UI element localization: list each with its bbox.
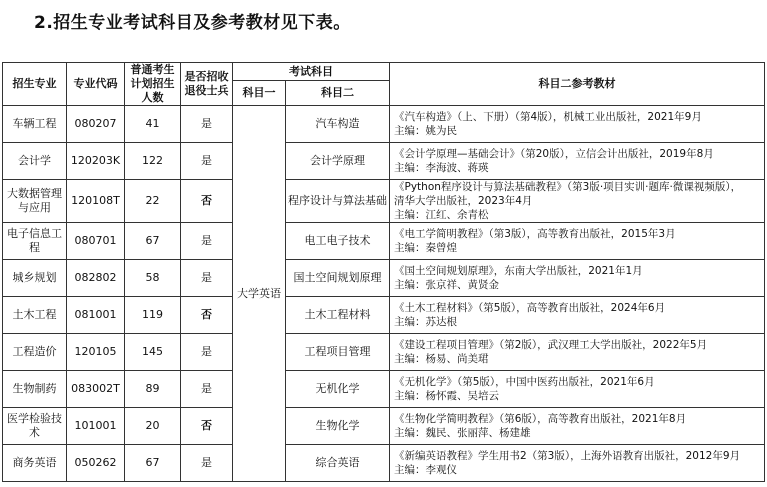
reference-line: 《生物化学简明教程》（第6版），高等教育出版社，2021年8月 [394,413,687,425]
plan-cell: 122 [125,143,181,180]
plan-cell: 58 [125,260,181,297]
major-cell: 生物制药 [3,371,67,408]
plan-cell: 41 [125,106,181,143]
veteran-cell: 是 [181,106,233,143]
header-subject1: 科目一 [233,81,286,106]
reference-line: 主编：杨易、尚美珺 [394,353,489,365]
plan-cell: 119 [125,297,181,334]
reference-line: 《建设工程项目管理》（第2版），武汉理工大学出版社，2022年5月 [394,339,708,351]
code-cell: 081001 [67,297,125,334]
section-heading: 2.招生专业考试科目及参考教材见下表。 [34,13,351,33]
reference-line: 《土木工程材料》（第5版），高等教育出版社，2024年6月 [394,302,666,314]
header-plan: 普通考生计划招生人数 [125,63,181,106]
reference-cell [390,445,765,482]
table-row [3,445,765,482]
header-major: 招生专业 [3,63,67,106]
major-cell: 城乡规划 [3,260,67,297]
major-cell: 商务英语 [3,445,67,482]
reference-line: 主编：秦曾煌 [394,242,457,254]
code-cell: 050262 [67,445,125,482]
table-row [3,223,765,260]
code-cell: 082802 [67,260,125,297]
plan-cell: 145 [125,334,181,371]
reference-cell [390,180,765,223]
table-row [3,106,765,143]
reference-line: 主编：姚为民 [394,125,457,137]
reference-line: 《新编英语教程》学生用书2（第3版），上海外语教育出版社，2012年9月 [394,450,741,462]
subject1-cell: 大学英语 [233,106,286,482]
reference-cell [390,223,765,260]
veteran-cell: 否 [181,180,233,223]
veteran-cell: 是 [181,445,233,482]
reference-cell [390,143,765,180]
table-row [3,180,765,223]
subject2-cell: 汽车构造 [286,106,390,143]
code-cell: 080207 [67,106,125,143]
reference-line: 《会计学原理—基础会计》（第20版），立信会计出版社，2019年8月 [394,148,714,160]
veteran-cell: 否 [181,408,233,445]
code-cell: 120105 [67,334,125,371]
plan-cell: 20 [125,408,181,445]
reference-line: 《Python程序设计与算法基础教程》（第3版·项目实训·题库·微课视频版）， [394,181,742,193]
table-row [3,408,765,445]
veteran-cell: 是 [181,260,233,297]
reference-cell [390,297,765,334]
subject2-cell: 生物化学 [286,408,390,445]
table-row [3,260,765,297]
table-body [3,106,765,482]
reference-line: 《电工学简明教程》（第3版），高等教育出版社，2015年3月 [394,228,676,240]
subject2-cell: 土木工程材料 [286,297,390,334]
major-cell: 电子信息工程 [3,223,67,260]
table-row [3,143,765,180]
subject2-cell: 程序设计与算法基础 [286,180,390,223]
header-exam: 考试科目 [233,63,390,81]
reference-line: 《国土空间规划原理》，东南大学出版社，2021年1月 [394,265,643,277]
reference-cell [390,371,765,408]
reference-cell [390,334,765,371]
subject2-cell: 无机化学 [286,371,390,408]
reference-line: 主编：杨怀霞、吴培云 [394,390,499,402]
code-cell: 120108T [67,180,125,223]
plan-cell: 67 [125,445,181,482]
major-cell: 会计学 [3,143,67,180]
veteran-cell: 是 [181,223,233,260]
reference-line: 主编：魏民、张丽萍、杨建雄 [394,427,531,439]
admissions-table [2,62,765,482]
header-reference: 科目二参考教材 [390,63,765,106]
major-cell: 医学检验技术 [3,408,67,445]
table-row [3,334,765,371]
subject2-cell: 电工电子技术 [286,223,390,260]
major-cell: 大数据管理与应用 [3,180,67,223]
code-cell: 083002T [67,371,125,408]
subject2-cell: 综合英语 [286,445,390,482]
subject2-cell: 工程项目管理 [286,334,390,371]
reference-line: 主编：张京祥、黄贤金 [394,279,499,291]
subject2-cell: 国土空间规划原理 [286,260,390,297]
code-cell: 120203K [67,143,125,180]
table-row [3,371,765,408]
code-cell: 080701 [67,223,125,260]
plan-cell: 22 [125,180,181,223]
reference-cell [390,408,765,445]
reference-line: 主编：李海波、蒋瑛 [394,162,489,174]
header-veteran: 是否招收退役士兵 [181,63,233,106]
reference-line: 主编：李观仪 [394,464,457,476]
table-row [3,297,765,334]
code-cell: 101001 [67,408,125,445]
major-cell: 车辆工程 [3,106,67,143]
reference-line: 《无机化学》（第5版），中国中医药出版社，2021年6月 [394,376,655,388]
reference-line: 清华大学出版社，2023年4月 [394,195,533,207]
header-subject2: 科目二 [286,81,390,106]
veteran-cell: 否 [181,297,233,334]
header-code: 专业代码 [67,63,125,106]
veteran-cell: 是 [181,143,233,180]
reference-line: 主编：江红、余青松 [394,209,489,221]
plan-cell: 67 [125,223,181,260]
reference-cell [390,106,765,143]
veteran-cell: 是 [181,371,233,408]
plan-cell: 89 [125,371,181,408]
veteran-cell: 是 [181,334,233,371]
major-cell: 土木工程 [3,297,67,334]
subject2-cell: 会计学原理 [286,143,390,180]
reference-line: 主编：苏达根 [394,316,457,328]
major-cell: 工程造价 [3,334,67,371]
reference-cell [390,260,765,297]
reference-line: 《汽车构造》（上、下册）（第4版），机械工业出版社，2021年9月 [394,111,702,123]
